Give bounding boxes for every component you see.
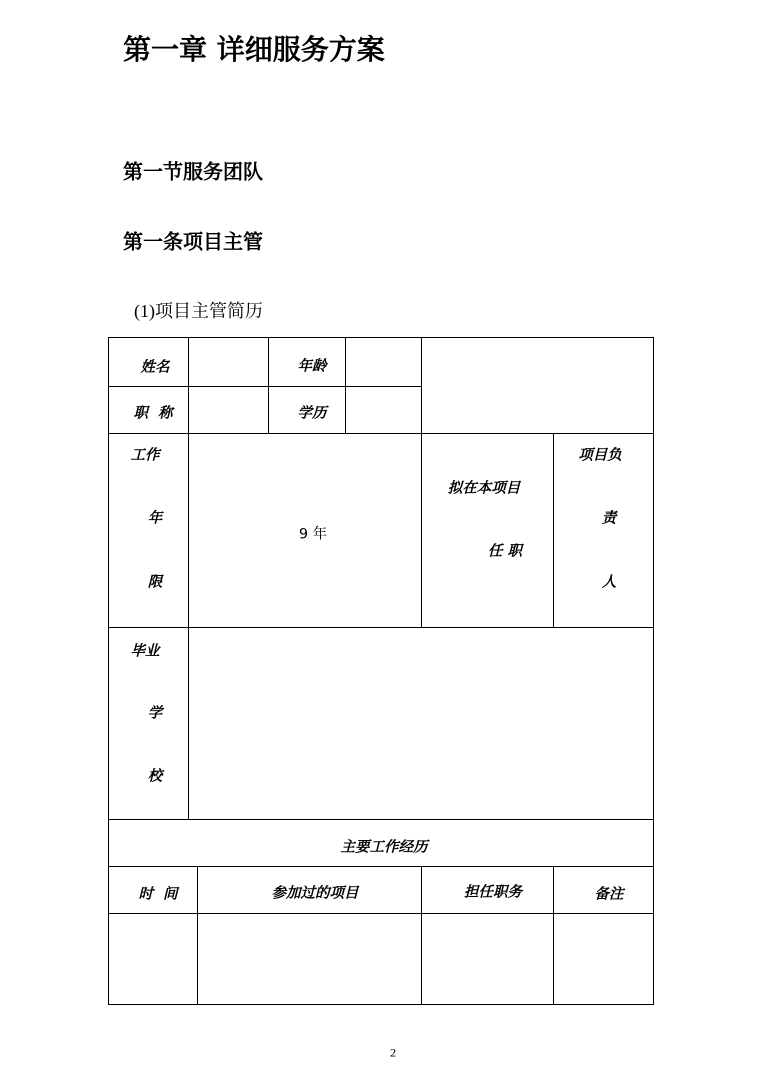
table-border	[108, 1004, 654, 1005]
school-label-line1: 毕业	[130, 643, 160, 660]
table-border	[553, 433, 554, 627]
school-label-line3: 校	[147, 768, 163, 785]
table-border	[197, 866, 198, 1004]
column-remarks: 备注	[594, 886, 624, 903]
age-label: 年龄	[297, 358, 327, 375]
table-border	[108, 433, 654, 434]
page-number: 2	[390, 1045, 396, 1060]
proposed-role-label-line1: 拟在本项目	[447, 480, 521, 497]
proposed-role-value-line1: 项目负	[578, 447, 622, 464]
title-label: 职 称	[133, 405, 173, 422]
table-border	[108, 386, 421, 387]
education-label: 学历	[297, 405, 327, 422]
table-border	[108, 866, 654, 867]
work-years-value: 9 年	[298, 526, 328, 543]
table-border	[108, 337, 654, 338]
table-border	[268, 337, 269, 433]
table-border	[553, 866, 554, 1004]
article-title: 第一条项目主管	[123, 229, 263, 254]
table-border	[421, 866, 422, 1004]
table-border	[345, 337, 346, 433]
table-border	[108, 913, 654, 914]
chapter-title: 第一章 详细服务方案	[123, 33, 385, 66]
school-label-line2: 学	[147, 705, 163, 722]
name-label: 姓名	[140, 359, 170, 376]
column-position: 担任职务	[464, 884, 522, 901]
proposed-role-value-line3: 人	[601, 574, 617, 591]
table-border	[108, 337, 109, 1005]
table-border	[108, 819, 654, 820]
section-title: 第一节服务团队	[123, 159, 263, 184]
table-border	[653, 337, 654, 1005]
table-border	[188, 337, 189, 819]
work-years-label-line1: 工作	[130, 447, 160, 464]
table-border	[108, 627, 654, 628]
proposed-role-value-line2: 责	[601, 510, 617, 527]
work-years-label-line3: 限	[147, 574, 163, 591]
column-time: 时 间	[138, 886, 178, 903]
column-projects: 参加过的项目	[271, 885, 359, 902]
work-years-label-line2: 年	[147, 510, 163, 527]
table-border	[421, 337, 422, 627]
proposed-role-label-line2: 任 职	[487, 543, 523, 560]
experience-header: 主要工作经历	[340, 839, 428, 856]
subsection-label: (1)项目主管简历	[134, 301, 263, 321]
